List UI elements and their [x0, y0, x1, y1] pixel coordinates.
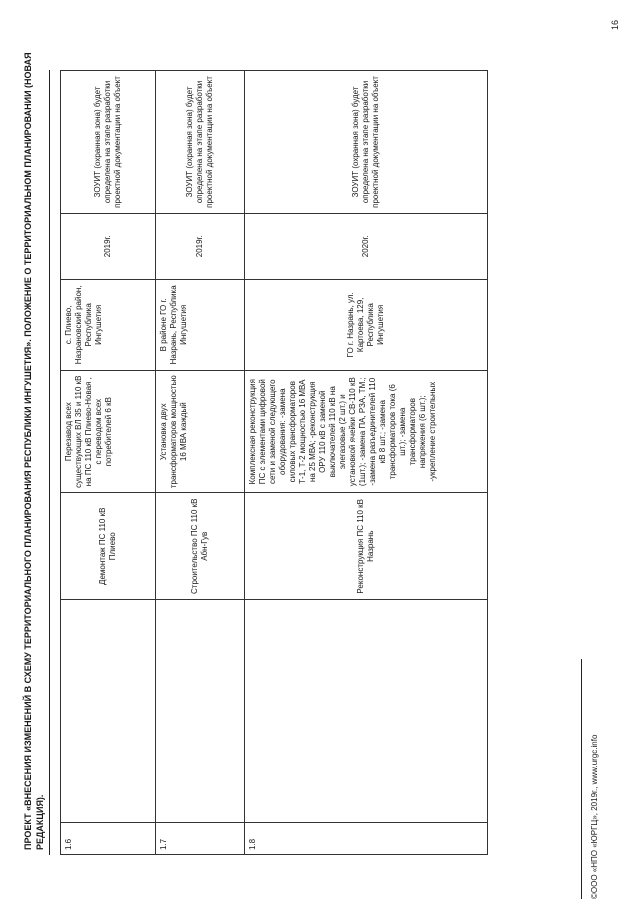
object-description: Комплексная реконструкция ПС с элементами цифровой сети и заменой следующего оборудования: -замена силовых трансформаторов Т-1, Т-2 мощностью 16 МВА на 25 МВА; -реконструкция ОРУ 110 кВ с заменой выключателей 110 кВ на элегазовые (2 шт.) и установкой ячейки СВ-110 кВ (1шт.); -замена ПА, РЗА, ТМ.; -замена разъединителей 110 кВ 8 шт.; -замена трансформаторов тока (6 шт.); -замена трансформаторов напряжения (6 шт.); -укрепление строительных	[245, 371, 488, 493]
empty-cell	[61, 600, 156, 823]
page-number: 16	[610, 20, 620, 31]
row-number: 1.6	[61, 823, 156, 855]
document-title: ПРОЕКТ «ВНЕСЕНИЯ ИЗМЕНЕНИЙ В СХЕМУ ТЕРРИТОРИАЛЬНОГО ПЛАНИРОВАНИЯ РЕСПУБЛИКИ ИНГУШЕТИЯ». ПОЛОЖЕНИЕ О ТЕРРИТОРИАЛЬНОМ ПЛАНИРОВАНИИ (НОВАЯ РЕДАКЦИЯ).	[23, 52, 45, 850]
table-row	[61, 71, 156, 855]
object-name: Строительство ПС 110 кВ Абн-Гув	[156, 493, 245, 600]
empty-cell	[156, 600, 245, 823]
object-description: Установка двух трансформаторов мощностью 16 МВА каждый	[156, 371, 245, 493]
table-row	[156, 71, 245, 855]
header-divider	[49, 70, 50, 855]
table-row	[245, 71, 488, 855]
object-year: 2019г.	[61, 213, 156, 279]
row-number: 1.8	[245, 823, 488, 855]
object-year: 2019г.	[156, 213, 245, 279]
footer-copyright: ©ООО «НПО «ЮРГЦ», 2019г., www.urgc.info	[590, 734, 599, 899]
object-name: Реконструкция ПС 110 кВ Назрань	[245, 493, 488, 600]
object-description: Перезавод всех существующих ВЛ 35 и 110 кВ на ПС 110 кВ Плиево-Новая , с переводом всех потребителей 6 кВ	[61, 371, 156, 493]
object-location: ГО г. Назрань, ул. Картоева, 129, Республика Ингушетия	[245, 279, 488, 370]
row-number: 1.7	[156, 823, 245, 855]
object-name: Демонтаж ПС 110 кВ Плиево	[61, 493, 156, 600]
object-location: В районе ГО г. Назрань, Республика Ингушетия	[156, 279, 245, 370]
object-year: 2020г.	[245, 213, 488, 279]
zone-note: ЗОУИТ (охранная зона) будет определена на этапе разработки проектной документации на объект	[61, 71, 156, 214]
empty-cell	[245, 600, 488, 823]
object-location: с. Плиево, Назрановский район, Республика Ингушетия	[61, 279, 156, 370]
planning-table	[60, 70, 488, 855]
zone-note: ЗОУИТ (охранная зона) будет определена на этапе разработки проектной документации на объект	[156, 71, 245, 214]
footer-divider	[581, 659, 582, 899]
zone-note: ЗОУИТ (охранная зона) будет определена на этапе разработки проектной документации на объект	[245, 71, 488, 214]
